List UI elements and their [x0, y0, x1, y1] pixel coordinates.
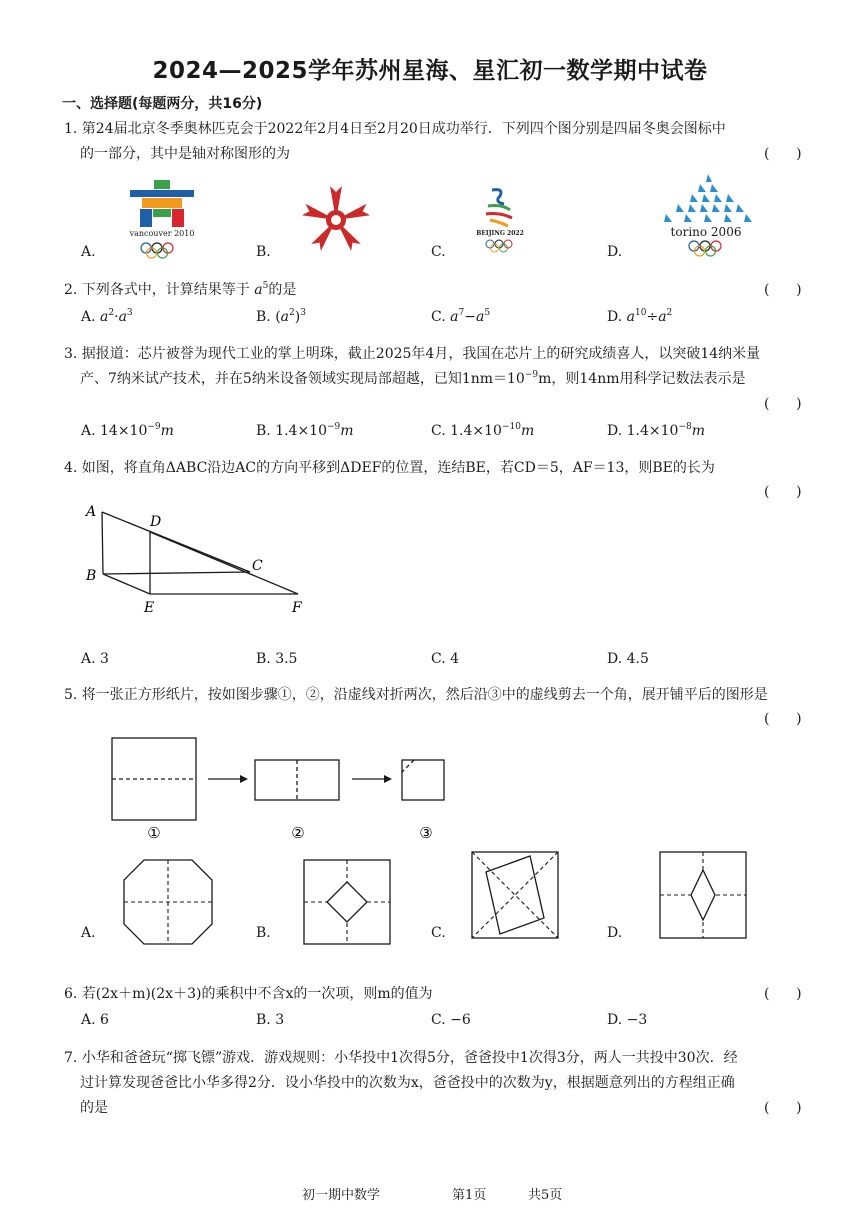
q1-option-a[interactable]: A. — [81, 244, 96, 260]
q5-option-a-figure — [120, 856, 216, 948]
beijing-logo — [470, 186, 530, 258]
q4-option-d[interactable]: D. 4.5 — [607, 651, 649, 667]
q4-label-e: E — [144, 600, 155, 616]
q5-option-c-figure — [470, 850, 560, 940]
beijing-logo-text: BEIJING 2022 — [476, 230, 524, 237]
q3-answer-bracket: ( ) — [764, 396, 802, 412]
q5-option-c[interactable]: C. — [431, 925, 446, 941]
footer-total: 共5页 — [528, 1188, 563, 1203]
q1-stem-line1: 1. 第24届北京冬季奥林匹克会于2022年2月4日至2月20日成功举行．下列四个图分别是四届冬奥会图标中 — [64, 121, 726, 137]
torino-logo-text: torino 2006 — [670, 225, 742, 239]
q5-option-a[interactable]: A. — [81, 925, 96, 941]
q7-answer-bracket: ( ) — [764, 1100, 802, 1116]
q3-stem-line2: 产、7纳米试产技术，并在5纳米设备领域实现局部超越，已知$1nm=10^{-9}m$，则14nm用科学记数法表示是 — [80, 370, 746, 387]
q5-stem: 5. 将一张正方形纸片，按如图步骤①，②，沿虚线对折两次，然后沿③中的虚线剪去一个角，展开铺平后的图形是 — [64, 687, 768, 703]
q7-stem-line1: 7. 小华和爸爸玩“掷飞镖”游戏．游戏规则：小华投中1次得5分，爸爸投中1次得3分，两人一共投中30次．经 — [64, 1050, 738, 1066]
vancouver-logo-text: vancouver 2010 — [129, 229, 195, 238]
q4-answer-bracket: ( ) — [764, 484, 802, 500]
footer-subject: 初一期中数学 — [302, 1188, 381, 1203]
q5-option-b[interactable]: B. — [256, 925, 271, 941]
q4-option-a[interactable]: A. 3 — [81, 651, 109, 667]
q7-stem-line2: 过计算发现爸爸比小华多得2分．设小华投中的次数为x，爸爸投中的次数为y，根据题意列出的方程组正确 — [80, 1075, 735, 1091]
q6-option-b[interactable]: B. 3 — [256, 1012, 285, 1028]
q1-option-d[interactable]: D. — [607, 244, 623, 260]
q2-stem: 2. 下列各式中，计算结果等于 $a^5$的是 — [64, 281, 297, 298]
q5-step3-label: ③ — [419, 824, 433, 842]
q6-option-c[interactable]: C. −6 — [431, 1012, 471, 1028]
q1-option-b[interactable]: B. — [256, 244, 271, 260]
q4-label-f: F — [292, 600, 302, 616]
q5-folding-steps — [100, 728, 460, 843]
q2-option-d[interactable]: D. $a^{10}\div a^2$ — [607, 308, 673, 325]
q1-option-c[interactable]: C. — [431, 244, 446, 260]
q4-label-b: B — [86, 568, 97, 584]
q4-label-a: A — [86, 504, 97, 520]
q1-answer-bracket: ( ) — [764, 146, 802, 162]
q4-stem: 4. 如图，将直角ΔABC沿边AC的方向平移到ΔDEF的位置，连结BE，若CD＝5，AF＝13，则BE的长为 — [64, 460, 715, 476]
q5-step1-label: ① — [147, 824, 161, 842]
q3-option-d[interactable]: D. $1.4\times 10^{-8}m$ — [607, 422, 705, 439]
page-title: 2024—2025学年苏州星海、星汇初一数学期中试卷 — [152, 58, 708, 84]
q4-option-b[interactable]: B. 3.5 — [256, 651, 298, 667]
q1-stem-line2: 的一部分，其中是轴对称图形的为 — [80, 146, 290, 162]
q6-answer-bracket: ( ) — [764, 986, 802, 1002]
q3-option-b[interactable]: B. $1.4\times 10^{-9}m$ — [256, 422, 354, 439]
q5-option-d-figure — [658, 850, 748, 940]
q3-stem-line1: 3. 据报道：芯片被誉为现代工业的掌上明珠，截止2025年4月，我国在芯片上的研究成绩喜人，以突破14纳米量 — [64, 346, 761, 362]
q4-figure — [80, 498, 320, 618]
q4-option-c[interactable]: C. 4 — [431, 651, 460, 667]
q3-option-c[interactable]: C. $1.4\times 10^{-10}m$ — [431, 422, 535, 439]
red-snowflake-logo — [296, 180, 376, 260]
q6-option-d[interactable]: D. −3 — [607, 1012, 648, 1028]
q2-option-b[interactable]: B. $(a^2)^3$ — [256, 308, 306, 325]
q3-option-a[interactable]: A. $14\times 10^{-9}m$ — [81, 422, 174, 439]
vancouver-logo — [112, 178, 212, 260]
q2-answer-bracket: ( ) — [764, 282, 802, 298]
torino-logo — [656, 172, 756, 260]
q4-label-c: C — [252, 558, 263, 574]
q5-option-d[interactable]: D. — [607, 925, 623, 941]
q5-answer-bracket: ( ) — [764, 711, 802, 727]
q7-stem-line3: 的是 — [80, 1100, 108, 1116]
q5-step2-label: ② — [291, 824, 305, 842]
q6-option-a[interactable]: A. 6 — [81, 1012, 109, 1028]
footer-page: 第1页 — [452, 1188, 487, 1203]
q5-option-b-figure — [302, 858, 392, 946]
q4-label-d: D — [150, 514, 162, 530]
section-heading: 一、选择题(每题两分，共16分) — [62, 96, 263, 112]
q6-stem: 6. 若(2x＋m)(2x＋3)的乘积中不含x的一次项，则m的值为 — [64, 986, 433, 1002]
q2-option-c[interactable]: C. $a^7-a^5$ — [431, 308, 491, 325]
q2-option-a[interactable]: A. $a^2\cdot a^3$ — [81, 308, 133, 325]
